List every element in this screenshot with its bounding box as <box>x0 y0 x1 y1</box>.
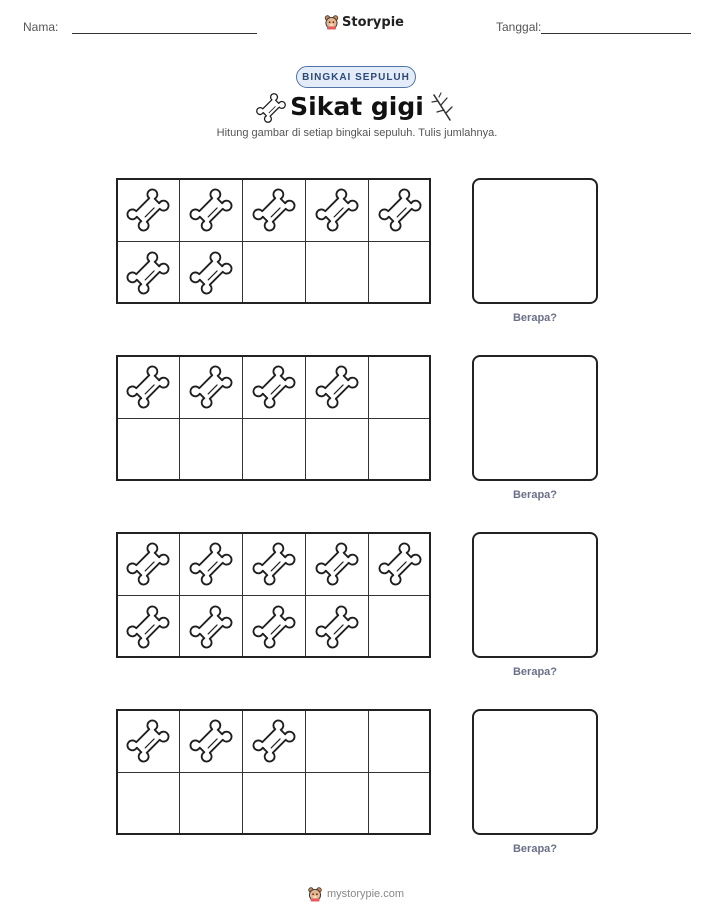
answer-box[interactable] <box>472 709 598 835</box>
ten-frame-cell <box>368 178 431 241</box>
date-field[interactable] <box>541 33 691 34</box>
ten-frame-cell <box>305 241 368 304</box>
ten-frame <box>116 355 431 481</box>
bone-icon <box>125 604 171 650</box>
brand-name: Storypie <box>342 14 404 30</box>
bone-icon <box>188 718 234 764</box>
brand-logo <box>324 14 404 30</box>
ten-frame-cell <box>305 709 368 772</box>
page-title: Sikat gigi <box>290 92 424 121</box>
ten-frame-cell <box>116 709 179 772</box>
answer-label: Berapa? <box>512 312 558 324</box>
ten-frame-cell <box>368 532 431 595</box>
ten-frame-cell <box>179 355 242 418</box>
ten-frame-cell <box>368 772 431 835</box>
ten-frame-cell <box>179 709 242 772</box>
answer-box[interactable] <box>472 178 598 304</box>
bone-icon <box>125 718 171 764</box>
ten-frame-cell <box>305 595 368 658</box>
bone-icon <box>377 541 423 587</box>
storypie-bear-icon <box>307 886 323 902</box>
ten-frame-cell <box>242 418 305 481</box>
ten-frame-cell <box>305 418 368 481</box>
name-field[interactable] <box>72 33 257 34</box>
instructions: Hitung gambar di setiap bingkai sepuluh. Tulis jumlahnya. <box>216 127 498 139</box>
answer-box[interactable] <box>472 532 598 658</box>
ten-frame-cell <box>242 178 305 241</box>
ten-frame-cell <box>116 772 179 835</box>
bone-icon <box>125 187 171 233</box>
ten-frame-cell <box>179 418 242 481</box>
bone-icon <box>188 364 234 410</box>
bone-icon <box>188 187 234 233</box>
ten-frame-cell <box>368 241 431 304</box>
storypie-bear-icon <box>324 14 339 30</box>
ten-frame-cell <box>179 772 242 835</box>
bone-icon <box>314 541 360 587</box>
ten-frame-cell <box>305 355 368 418</box>
bone-icon <box>251 604 297 650</box>
ten-frame-cell <box>242 532 305 595</box>
ten-frame-cell <box>242 595 305 658</box>
name-label: Nama: <box>23 20 59 34</box>
footer-url: mystorypie.com <box>327 888 405 900</box>
bone-icon <box>377 187 423 233</box>
branch-icon <box>428 92 456 122</box>
ten-frame-cell <box>242 241 305 304</box>
answer-label: Berapa? <box>512 489 558 501</box>
grid-line <box>116 418 431 419</box>
ten-frame-cell <box>368 709 431 772</box>
bone-icon <box>125 364 171 410</box>
ten-frame <box>116 178 431 304</box>
ten-frame <box>116 709 431 835</box>
ten-frame-cell <box>116 241 179 304</box>
bone-icon <box>125 541 171 587</box>
ten-frame-cell <box>368 355 431 418</box>
bone-icon <box>188 541 234 587</box>
ten-frame-cell <box>242 772 305 835</box>
bone-icon <box>251 541 297 587</box>
bone-icon <box>188 604 234 650</box>
ten-frame-cell <box>242 709 305 772</box>
ten-frame-cell <box>179 178 242 241</box>
ten-frame-cell <box>368 418 431 481</box>
bone-icon <box>251 364 297 410</box>
ten-frame-cell <box>116 595 179 658</box>
ten-frame-cell <box>116 178 179 241</box>
grid-line <box>116 241 431 242</box>
bone-icon <box>314 187 360 233</box>
ten-frame-cell <box>305 532 368 595</box>
ten-frame-cell <box>305 772 368 835</box>
bone-icon <box>125 250 171 296</box>
answer-box[interactable] <box>472 355 598 481</box>
bone-icon <box>251 187 297 233</box>
bone-icon <box>251 718 297 764</box>
answer-label: Berapa? <box>512 843 558 855</box>
footer <box>307 886 404 902</box>
ten-frame-cell <box>179 532 242 595</box>
bone-icon <box>188 250 234 296</box>
bone-icon <box>314 364 360 410</box>
ten-frame-cell <box>305 178 368 241</box>
answer-label: Berapa? <box>512 666 558 678</box>
grid-line <box>116 595 431 596</box>
ten-frame-cell <box>116 532 179 595</box>
ten-frame-cell <box>179 595 242 658</box>
ten-frame-cell <box>116 418 179 481</box>
ten-frame-cell <box>242 355 305 418</box>
grid-line <box>116 772 431 773</box>
ten-frame-cell <box>368 595 431 658</box>
worksheet-type-badge: BINGKAI SEPULUH <box>296 66 416 88</box>
date-label: Tanggal: <box>496 20 542 34</box>
ten-frame-cell <box>116 355 179 418</box>
bone-icon <box>314 604 360 650</box>
ten-frame <box>116 532 431 658</box>
ten-frame-cell <box>179 241 242 304</box>
